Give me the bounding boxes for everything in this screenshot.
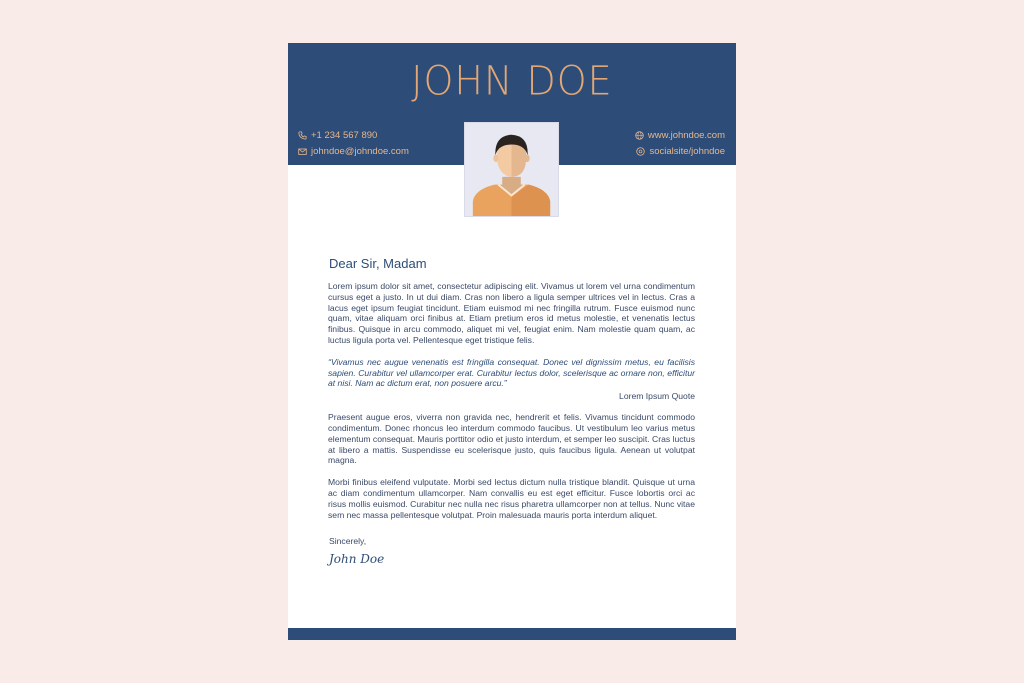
globe-icon bbox=[635, 131, 644, 140]
website-text: www.johndoe.com bbox=[647, 130, 725, 141]
greeting: Dear Sir, Madam bbox=[329, 256, 427, 271]
email-text: johndoe@johndoe.com bbox=[311, 146, 409, 157]
paragraph-3: Morbi finibus eleifend vulputate. Morbi sed lectus dictum nulla tristique blandit. Quisque ut urna ac diam condimentum ullamcorper. Nam convallis eu est eget efficitur. Fusce lobortis orci ac risus mollis euismod. Curabitur nec nulla nec risus pharetra ullamcorper non at tellus. Nunc vitae sem nec massa pellentesque volutpat. Proin malesuada mauris porta interdum aliquet. bbox=[328, 477, 695, 520]
signature: John Doe bbox=[329, 552, 385, 567]
social-icon bbox=[636, 147, 645, 156]
social-text: socialsite/johndoe bbox=[649, 146, 725, 157]
applicant-name: JOHN DOE bbox=[411, 57, 613, 105]
contact-phone bbox=[298, 130, 377, 141]
cover-letter-page bbox=[288, 43, 736, 640]
envelope-icon bbox=[298, 147, 307, 156]
phone-icon bbox=[298, 131, 307, 140]
letter-body bbox=[328, 256, 695, 566]
quote: “Vivamus nec augue venenatis est fringilla consequat. Donec vel dignissim metus, eu facilisis sapien. Curabitur vel ullamcorper erat. Curabitur lectus dolor, scelerisque ac ornare non, efficitur at nisi. Nam ac dictum erat, non posuere arcu.” bbox=[328, 356, 695, 389]
contact-social bbox=[636, 146, 725, 157]
profile-photo bbox=[464, 122, 559, 217]
letter-footer-bar bbox=[288, 628, 736, 640]
contact-website bbox=[635, 130, 725, 141]
quote-author: Lorem Ipsum Quote bbox=[619, 391, 695, 402]
avatar-icon bbox=[465, 123, 558, 216]
closing: Sincerely, bbox=[329, 536, 367, 547]
paragraph-1: Lorem ipsum dolor sit amet, consectetur adipiscing elit. Vivamus ut lorem vel urna condimentum cursus eget a justo. In ut dui diam. Cras non libero a ligula semper ultrices vel in lectus. Cras a lacus eget ipsum feugiat tincidunt. Etiam euismod mi nec fringilla rutrum. Fusce euismod nunc quam, vitae aliquam orci finibus at. Etiam pretium eros id metus molestie, et venenatis lectus finibus. Quisque in arcu commodo, aliquet mi vel, feugiat enim. Nam molestie quam quam, ac luctus ligula porta vel. Pellentesque eget tristique felis. bbox=[328, 281, 695, 345]
phone-text: +1 234 567 890 bbox=[311, 130, 378, 141]
paragraph-2: Praesent augue eros, viverra non gravida nec, hendrerit et felis. Vivamus tincidunt commodo condimentum. Donec rhoncus leo interdum commodo faucibus. Ut vestibulum leo varius metus elementum consequat. Mauris porttitor odio et justo interdum, et semper leo suscipit. Cras luctus at libero a mattis. Suspendisse eu scelerisque justo, quis faucibus ligula. Aenean ut volutpat magna. bbox=[328, 412, 695, 466]
contact-email bbox=[298, 146, 409, 157]
